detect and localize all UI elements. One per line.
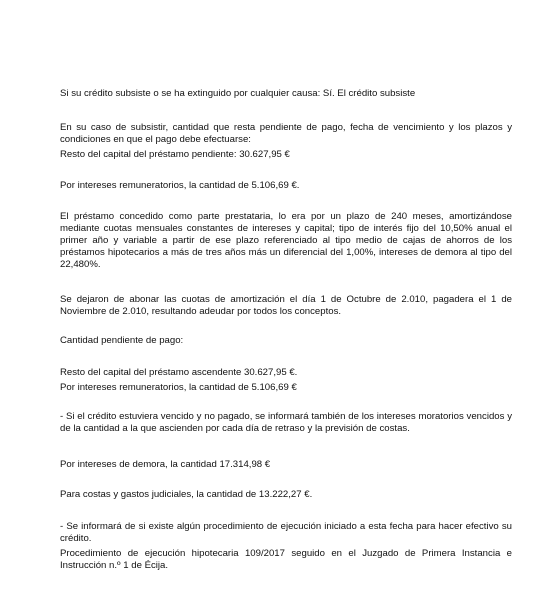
paragraph-subsistence-conditions: En su caso de subsistir, cantidad que resta pendiente de pago, fecha de vencimiento y los plazos y condiciones en que el pago debe efectuarse: xyxy=(60,122,512,145)
paragraph-legal-costs: Para costas y gastos judiciales, la cantidad de 13.222,27 €. xyxy=(60,489,313,500)
paragraph-enforcement-procedure: - Se informará de si existe algún procedimiento de ejecución iniciado a esta fecha para hacer efectivo su crédito. xyxy=(60,521,512,544)
paragraph-overdue-credit: - Si el crédito estuviera vencido y no pagado, se informará también de los intereses moratorios vencidos y de la cantidad a la que ascienden por cada día de retraso y la previsión de costas. xyxy=(60,411,512,434)
paragraph-capital-ascending: Resto del capital del préstamo ascendente 30.627,95 €. xyxy=(60,367,298,378)
paragraph-pending-amount-heading: Cantidad pendiente de pago: xyxy=(60,335,184,346)
paragraph-remaining-capital: Resto del capital del préstamo pendiente: 30.627,95 € xyxy=(60,149,290,160)
paragraph-remunerative-interest: Por intereses remuneratorios, la cantidad de 5.106,69 €. xyxy=(60,180,300,191)
paragraph-loan-terms: El préstamo concedido como parte prestataria, lo era por un plazo de 240 meses, amortizándose mediante cuotas mensuales constantes de intereses y capital; tipo de interés fijo del 10,50% anual el primer año y variable a partir de ese plazo referenciado al tipo medio de cajas de ahorros de los préstamos hipotecarios a más de tres años más un diferencial del 1,00%, intereses de demora al tipo del 22,480%. xyxy=(60,211,512,270)
paragraph-default-interest: Por intereses de demora, la cantidad 17.314,98 € xyxy=(60,459,271,470)
paragraph-missed-payments: Se dejaron de abonar las cuotas de amortización el día 1 de Octubre de 2.010, pagadera el 1 de Noviembre de 2.010, resultando adeudar por todos los conceptos. xyxy=(60,294,512,317)
paragraph-remunerative-interest-2: Por intereses remuneratorios, la cantidad de 5.106,69 € xyxy=(60,382,297,393)
paragraph-credit-status: Si su crédito subsiste o se ha extinguido por cualquier causa: Sí. El crédito subsiste xyxy=(60,88,416,99)
paragraph-foreclosure-case: Procedimiento de ejecución hipotecaria 109/2017 seguido en el Juzgado de Primera Instancia e Instrucción n.º 1 de Écija. xyxy=(60,548,512,571)
